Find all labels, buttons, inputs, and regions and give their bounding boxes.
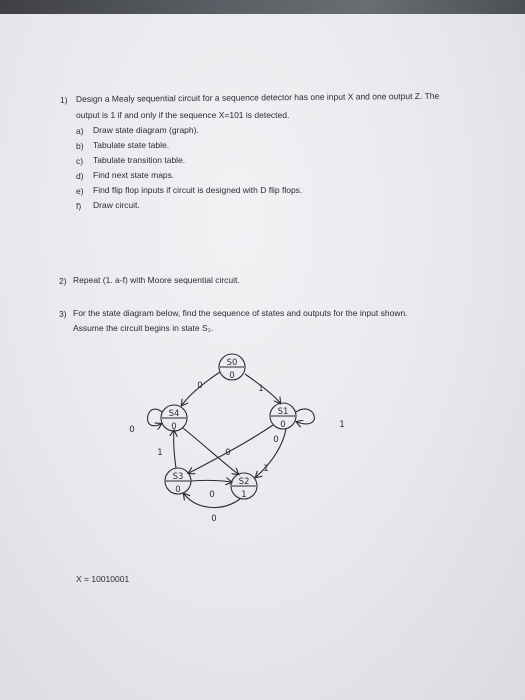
q1-line1: Design a Mealy sequential circuit for a sequence detector has one input X and one output Z. The — [75, 90, 440, 104]
edge-label-6: 0 — [273, 435, 279, 445]
q1-item-c-letter: c) — [76, 156, 84, 166]
q1-item-f-letter: f) — [76, 201, 82, 211]
q1-item-f: Draw circuit. — [93, 200, 140, 210]
q3-number: 3) — [59, 309, 67, 319]
q3-line1: For the state diagram below, find the sequence of states and outputs for the input shown. — [73, 308, 408, 318]
q2-text: Repeat (1. a-f) with Moore sequential circuit. — [73, 275, 240, 285]
edge-label-8: 0 — [209, 490, 215, 500]
q1-item-a: Draw state diagram (graph). — [93, 125, 199, 135]
q1-item-b: Tabulate state table. — [93, 140, 170, 150]
state-s4-name: S4 — [168, 409, 180, 419]
q1-item-c: Tabulate transition table. — [93, 155, 186, 165]
q1-line2: output is 1 if and only if the sequence X=101 is detected. — [76, 110, 290, 120]
state-s3-output: 0 — [175, 485, 181, 495]
edge-label-4: 1 — [157, 448, 163, 458]
edge-label-2: 0 — [129, 425, 135, 435]
q1-item-e: Find flip flop inputs if circuit is designed with D flip flops. — [93, 185, 303, 195]
edge-s1-s2 — [256, 429, 286, 477]
edge-label-0: 0 — [197, 381, 203, 391]
state-s1-output: 0 — [280, 420, 286, 430]
input-sequence: X = 10010001 — [76, 574, 130, 584]
edge-label-3: 1 — [339, 420, 345, 430]
state-s2-name: S2 — [238, 477, 250, 487]
state-s1-name: S1 — [277, 407, 289, 417]
paper-sheet — [0, 14, 525, 700]
edge-label-5: 0 — [225, 448, 231, 458]
state-s3-name: S3 — [172, 472, 184, 482]
edge-s3-s2 — [191, 480, 231, 482]
edge-s1-s3 — [189, 425, 273, 473]
edge-label-7: 1 — [263, 464, 269, 474]
q3-line2: Assume the circuit begins in state S₂. — [73, 323, 214, 333]
state-s0-name: S0 — [226, 358, 238, 368]
edge-s4-self — [148, 409, 162, 426]
q1-item-a-letter: a) — [76, 126, 84, 136]
state-s0-output: 0 — [229, 371, 235, 381]
q2-number: 2) — [59, 276, 67, 286]
state-diagram — [0, 14, 525, 700]
state-s4-output: 0 — [171, 422, 177, 432]
edge-s1-self — [296, 409, 314, 424]
q1-number: 1) — [60, 95, 68, 105]
edge-s3-s4 — [174, 431, 176, 468]
state-s2-output: 1 — [241, 490, 247, 500]
edge-label-9: 0 — [211, 514, 217, 524]
q1-item-e-letter: e) — [76, 186, 84, 196]
q1-item-d: Find next state maps. — [93, 170, 175, 180]
q1-item-d-letter: d) — [76, 171, 84, 181]
q1-item-b-letter: b) — [76, 141, 84, 151]
edge-label-1: 1 — [258, 384, 264, 394]
